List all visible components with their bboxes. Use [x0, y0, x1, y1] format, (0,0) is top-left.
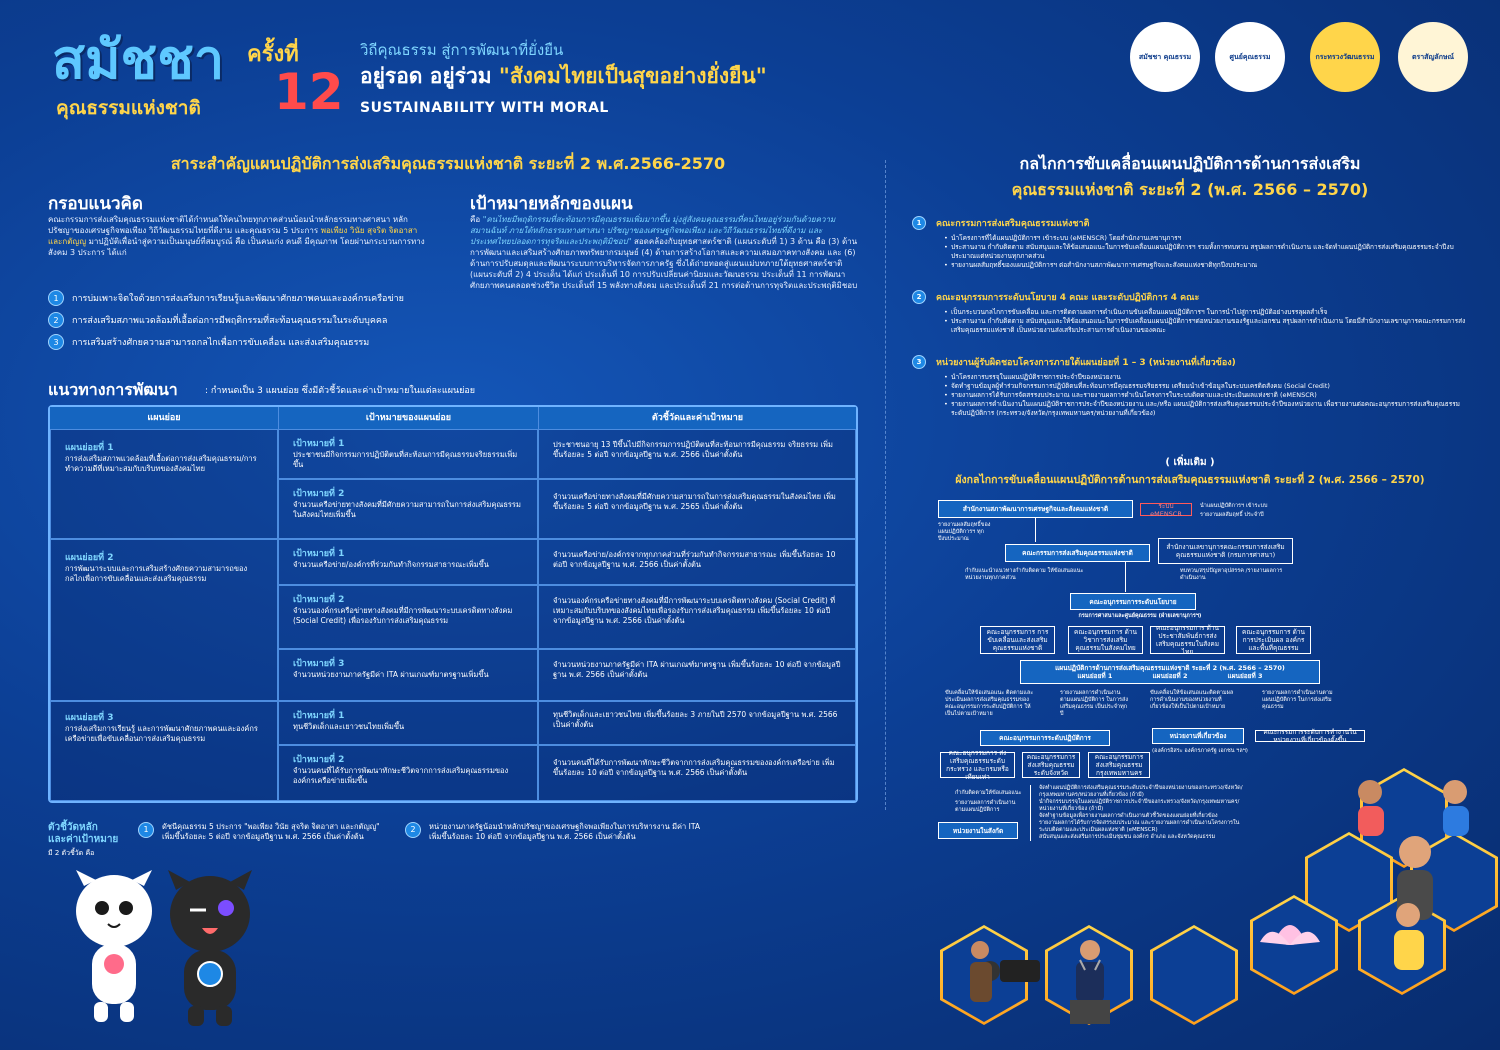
flow-secretariat: สำนักงานเลขานุการคณะกรรมการส่งเสริมคุณธรรมแห่งชาติ (กรมการศาสนา) [1158, 538, 1293, 564]
flow-subplan: แผนย่อยที่ 2 [1152, 672, 1188, 680]
flow-subcommittee: คณะอนุกรรมการ ด้านวิชาการส่งเสริมคุณธรรมในสังคมไทย [1068, 626, 1143, 654]
flow-arrow [1125, 562, 1126, 592]
flow-policy: คณะอนุกรรมการระดับนโยบาย [1070, 593, 1196, 610]
lotus-icon [1260, 925, 1320, 945]
slogan-line-2a: อยู่รอด อยู่ร่วม [360, 64, 499, 88]
subplan-text: การส่งเสริมสภาพแวดล้อมที่เอื้อต่อการส่งเสริมคุณธรรม/การทำความดีที่เหมาะสมกับบริบทของสังคมไทย [65, 454, 257, 473]
goal-text: จำนวนองค์กรเครือข่ายทางสังคมที่มีการพัฒนาระบบเครดิตทางสังคม (Social Credit) เพื่อรองรับการส่งเสริมคุณธรรม [293, 606, 513, 625]
section-bullet: • ประสานงาน กำกับติดตาม สนับสนุนและให้ข้อเสนอแนะในการขับเคลื่อนแผนปฏิบัติการฯ รวมทั้งการทบทวน สรุปผลการดำเนินงาน และจัดทำแผนปฏิบัติการส่งเสริมคุณธรรมระจำปีงบประมาณแต่หน่วยงานทุกภาคส่วน [944, 243, 1472, 261]
subplan-text: การส่งเสริมการเรียนรู้ และการพัฒนาศักยภาพคนและองค์กรเครือข่ายเพื่อขับเคลื่อนการส่งเสริมคุณธรรม [65, 724, 258, 743]
goal-text: จำนวนหน่วยงานภาครัฐมีค่า ITA ผ่านเกณฑ์มาตรฐานเพิ่มขึ้น [293, 670, 489, 679]
goal-cell [278, 701, 538, 745]
flow-final-item: สนับสนุนและส่งเสริมการประเมินชุมชน องค์กร อำเภอ และจังหวัดคุณธรรม [1039, 834, 1216, 840]
kpi-label [48, 822, 118, 846]
flow-op-sub: คณะอนุกรรมการ ส่งเสริมคุณธรรมระดับกระทรวง และกรมหรือเทียบเท่า [940, 752, 1015, 778]
flow-op-sub: คณะอนุกรรมการ ส่งเสริมคุณธรรม ระดับจังหวัด [1022, 752, 1080, 778]
item-number: 3 [48, 334, 64, 350]
goal-heading: เป้าหมายหลักของแผน [470, 194, 633, 214]
mechanism-section-1 [912, 216, 1472, 270]
flow-nesdc: สำนักงานสภาพัฒนาการเศรษฐกิจและสังคมแห่งชาติ [938, 500, 1133, 518]
flow-bottom-note: รายงานผลการดำเนินงานตามแผนปฏิบัติการ [955, 800, 1016, 813]
flow-arrow [1035, 518, 1036, 542]
kpi-cell [538, 479, 856, 539]
flow-op-sub: คณะอนุกรรมการ ส่งเสริมคุณธรรม กรุงเทพมหานคร [1088, 752, 1150, 778]
section-bullet: • นำโครงการที่ได้แผนปฏิบัติการฯ เข้าระบบ (eMENSCR) โดยสำนักงานเลขานุการฯ [944, 234, 1472, 243]
logo-main-text: สมัชชา [52, 28, 225, 91]
ministry-culture-logo: กระทรวงวัฒนธรรม [1310, 22, 1380, 92]
goal-title: เป้าหมายที่ 1 [293, 439, 345, 449]
mascot-illustration [62, 856, 262, 1036]
table-header-kpi: ตัวชี้วัดและค่าเป้าหมาย [538, 407, 856, 429]
section-heading: คณะกรรมการส่งเสริมคุณธรรมแห่งชาติ [936, 219, 1090, 229]
flow-agencies: หน่วยงานที่เกี่ยวข้อง [1152, 728, 1244, 744]
flow-ops-note: คณะกรรมการระดับการทำงานในหน่วยงานที่เกี่ยวข้องตั้งขึ้น [1255, 730, 1365, 742]
column-divider [885, 160, 886, 810]
goal-title: เป้าหมายที่ 3 [293, 659, 345, 669]
flow-mid-note: รายงานผลการดำเนินงานตามแผนปฏิบัติการ ในการส่งเสริมคุณธรรม [1262, 690, 1333, 710]
kpi-item [138, 822, 388, 842]
kpi-number: 1 [138, 822, 154, 838]
frame-item [48, 312, 443, 328]
item-text: การบ่มเพาะจิตใจด้วยการส่งเสริมการเรียนรู้และพัฒนาศักยภาพคนและองค์กรเครือข่าย [72, 294, 404, 304]
section-bullet: • รายงานผลการดำเนินงานในแผนปฏิบัติราชการประจำปีของหน่วยงาน และ/หรือ แผนปฏิบัติการส่งเสริมคุณธรรมประจำปีของหน่วยงาน เพื่อรายงานต่อคณะอนุกรรมการส่งเสริมคุณธรรมระดับปฏิบัติการ (กระทรวง/จังหวัด/กรุงเทพมหานคร/หน่วยงานที่เกี่ยวข้อง) [944, 400, 1472, 418]
subplan-title: แผนย่อยที่ 2 [65, 553, 114, 563]
slogan-english: SUSTAINABILITY WITH MORAL [360, 100, 609, 116]
logo-sub-text: คุณธรรมแห่งชาติ [56, 97, 201, 119]
goal-title: เป้าหมายที่ 2 [293, 755, 345, 765]
flow-subplan: แผนย่อยที่ 3 [1227, 672, 1263, 680]
kpi-text: จำนวนองค์กรเครือข่ายทางสังคมที่มีการพัฒนาระบบเครดิตทางสังคม (Social Credit) ที่เหมาะสมกับบริบทของสังคมไทยเพื่อรองรับการส่งเสริมคุณธรรม เพิ่มขึ้นร้อยละ 10 ต่อปี จากข้อมูลปีฐาน พ.ศ. 2566 เป็นค่าตั้งต้น [553, 596, 836, 625]
goal-rest: สอดคล้องกับยุทธศาสตร์ชาติ (แผนระดับที่ 1) 3 ด้าน คือ (3) ด้านการพัฒนาและเสริมสร้างศักยภาพทรัพยากรมนุษย์ (4) ด้านการสร้างโอกาสและความเสมอภาคทางสังคม และ (6) ด้านการปรับสมดุลและพัฒนาระบบการบริหารจัดการภาครัฐ ซึ่งได้ถ่ายทอดสู่แผนแม่บทภายใต้ยุทธศาสตร์ชาติ (แผนระดับที่ 2) 4 ประเด็น ได้แก่ ประเด็นที่ 10 การปรับเปลี่ยนค่านิยมและวัฒนธรรม ประเด็นที่ 11 การพัฒนาศักยภาพคนตลอดช่วงชีวิต ประเด็นที่ 15 พลังทางสังคม และประเด็นที่ 21 การต่อต้านการทุจริตและประพฤติมิชอบ [470, 237, 858, 290]
development-heading: แนวทางการพัฒนา [48, 380, 178, 399]
slogan-line-2b: "สังคมไทยเป็นสุขอย่างยั่งยืน" [498, 64, 767, 88]
camera-speaker-illustration [950, 930, 1250, 1040]
flow-plan-title: แผนปฏิบัติการด้านการส่งเสริมคุณธรรมแห่งชาติ ระยะที่ 2 (พ.ศ. 2566 – 2570) [1055, 664, 1285, 672]
frame-heading: กรอบแนวคิด [48, 194, 143, 214]
section-heading: คณะอนุกรรมการระดับนโยบาย 4 คณะ และระดับปฏิบัติการ 4 คณะ [936, 293, 1200, 303]
goal-text: จำนวนเครือข่าย/องค์กรที่ร่วมกันทำกิจกรรมสาธารณะเพิ่มขึ้น [293, 560, 489, 569]
table-header-subplan: แผนย่อย [50, 407, 278, 429]
item-number: 2 [48, 312, 64, 328]
flow-report-note: รายงานผลสัมฤทธิ์ของแผนปฏิบัติการฯ ทุกปีงบประมาณ [938, 522, 991, 542]
flow-policy-sub: กรมการศาสนาและศูนย์คุณธรรม (ฝ่ายเลขานุการฯ) [1078, 613, 1202, 619]
frame-body-a: คณะกรรมการส่งเสริมคุณธรรมแห่งชาติได้กำหนดให้คนไทยทุกภาคส่วนน้อมนำหลักธรรมทางศาสนา หลักปรัชญาของเศรษฐกิจพอเพียง วิถีวัฒนธรรมไทยที่ดีงาม และคุณธรรม 5 ประการ [48, 215, 408, 235]
kpi-text: ทุนชีวิตเด็กและเยาวชนไทย เพิ่มขึ้นร้อยละ 3 ภายในปี 2570 จากข้อมูลปีฐาน พ.ศ. 2566 เป็นค่าตั้งต้น [553, 710, 838, 729]
slogan-line-1: วิถีคุณธรรม สู่การพัฒนาที่ยั่งยืน [360, 41, 564, 59]
flow-mid-note: ขับเคลื่อนให้ข้อเสนอแนะติดตามผลการดำเนินงานของหน่วยงานที่เกี่ยวข้องให้เป็นไปตามเป้าหมาย [1150, 690, 1234, 710]
black-mascot [168, 870, 252, 1026]
camera-icon [970, 941, 1040, 1002]
goal-lead: คือ [470, 215, 483, 224]
section-bullet: • นำโครงการบรรจุในแผนปฏิบัติราชการประจำปีของหน่วยงาน [944, 373, 1472, 382]
left-title: สาระสำคัญแผนปฏิบัติการส่งเสริมคุณธรรมแห่งชาติ ระยะที่ 2 พ.ศ.2566-2570 [170, 154, 726, 173]
assembly-logo [52, 30, 342, 130]
flow-final-item: จัดทำแผนปฏิบัติการส่งเสริมคุณธรรมระดับประจำปีของหน่วยงานของกระทรวง/จังหวัด/กรุงเทพมหานคร/หน่วยงานที่เกี่ยวข้อง (ถ้ามี) [1039, 785, 1243, 798]
kpi-number: 2 [405, 822, 421, 838]
subplan-title: แผนย่อยที่ 1 [65, 443, 114, 453]
flow-subplans [1077, 672, 1262, 680]
flow-plan-box [1020, 660, 1320, 684]
section-number: 2 [912, 290, 926, 304]
kpi-cell [538, 745, 856, 801]
subplan-text: การพัฒนาระบบและการเสริมสร้างศักยความสามารถของกลไกเพื่อการขับเคลื่อนและส่งเสริมคุณธรรม [65, 564, 248, 583]
logo-krang-text: ครั้งที่ [247, 42, 299, 67]
kpi-text: จำนวนหน่วยงานภาครัฐมีค่า ITA ผ่านเกณฑ์มาตรฐาน เพิ่มขึ้นร้อยละ 10 ต่อปี จากข้อมูลปีฐาน พ.ศ. 2566 เป็นค่าตั้งต้น [553, 660, 841, 679]
plan-table [48, 405, 858, 803]
right-title-line-1: กลไกการขับเคลื่อนแผนปฏิบัติการด้านการส่งเสริม [1019, 154, 1361, 173]
flow-final-item: นำกิจกรรมบรรจุในแผนปฏิบัติราชการประจำปีของกระทรวง/จังหวัด/กรุงเทพมหานคร/หน่วยงานที่เกี่ยวข้อง (ถ้ามี) [1039, 799, 1240, 812]
kpi-cell [538, 649, 856, 701]
flow-final-item: รายงานผลการได้รับการจัดสรรงบประมาณ และรายงานผลการดำเนินงานโครงการในระบบติดตามและประเมินผลแห่งชาติ (eMENSCR) [1039, 820, 1240, 833]
section-bullet: • เป็นกระบวนกลไกการขับเคลื่อน และการติดตามผลการดำเนินงานขับเคลื่อนแผนปฏิบัติการฯ ในการนำไปสู่การปฏิบัติอย่างบรรลุผลสำเร็จ [944, 308, 1472, 317]
item-number: 1 [48, 290, 64, 306]
goal-text: จำนวนเครือข่ายทางสังคมที่มีศักยความสามารถในการส่งเสริมคุณธรรมในสังคมไทยเพิ่มขึ้น [293, 500, 521, 519]
frame-body-virtues: พอเพียง วินัย สุจริต จิตอาสา และกตัญญู [48, 226, 418, 246]
subplan-cell-2 [50, 539, 278, 701]
logo-number: 12 [274, 63, 344, 121]
flow-subcommittee: คณะอนุกรรมการ ด้านประชาสัมพันธ์การส่งเสริมคุณธรรมในสังคมไทย [1150, 626, 1225, 654]
flow-subplan: แผนย่อยที่ 1 [1077, 672, 1113, 680]
goal-title: เป้าหมายที่ 2 [293, 489, 345, 499]
goal-cell [278, 745, 538, 801]
item-text: การส่งเสริมสภาพแวดล้อมที่เอื้อต่อการมีพฤติกรรมที่สะท้อนคุณธรรมในระดับบุคคล [72, 316, 388, 326]
moral-assembly-logo: สมัชชา คุณธรรม [1130, 22, 1200, 92]
subplan-title: แผนย่อยที่ 3 [65, 713, 114, 723]
flow-local: หน่วยงานในสังกัด [938, 822, 1018, 839]
moral-center-logo: ศูนย์คุณธรรม [1215, 22, 1285, 92]
kpi-cell [538, 429, 856, 479]
frame-body-c: มาปฏิบัติเพื่อนำสู่ความเป็นมนุษย์ที่สมบูรณ์ คือ เป็นคนเก่ง คนดี มีคุณภาพ โดยผ่านกระบวนการทางสังคม 3 ประการ ได้แก่ [48, 237, 425, 257]
flow-mid-note: รายงานผลการดำเนินงานตามแผนปฏิบัติการ ในการส่งเสริมคุณธรรม เป็นประจำทุกปี [1060, 690, 1129, 717]
kpi-text: จำนวนเครือข่ายทางสังคมที่มีศักยความสามารถในการส่งเสริมคุณธรรมในสังคมไทย เพิ่มขึ้นร้อยละ 5 ต่อปี จากข้อมูลปีฐาน พ.ศ. 2565 เป็นค่าตั้งต้น [553, 492, 836, 511]
flow-mid-note: ขับเคลื่อนให้ข้อเสนอแนะ ติดตามและประเมินผลการส่งเสริมคุณธรรมของคณะอนุกรรมการระดับปฏิบัติการ ให้เป็นไปตามเป้าหมาย [945, 690, 1034, 717]
goal-text: ประชาชนมีกิจกรรมการปฏิบัติตนที่สะท้อนการมีคุณธรรมจริยธรรมเพิ่มขึ้น [293, 450, 518, 469]
mechanism-section-3 [912, 355, 1472, 418]
kpi-sub: มี 2 ตัวชี้วัด คือ [48, 849, 95, 857]
goal-cell [278, 585, 538, 649]
kpi-item-text: หน่วยงานภาครัฐน้อมนำหลักปรัชญาของเศรษฐกิจพอเพียงในการบริหารงาน มีค่า ITA เพิ่มขึ้นร้อยละ 10 ต่อปี จากข้อมูลปีฐาน พ.ศ. 2566 เป็นค่าตั้งต้น [429, 822, 700, 841]
right-title-line-2: คุณธรรมแห่งชาติ ระยะที่ 2 (พ.ศ. 2566 – 2570) [1011, 180, 1369, 199]
flow-committee: คณะกรรมการส่งเสริมคุณธรรมแห่งชาติ [1005, 544, 1150, 562]
flow-operational: คณะอนุกรรมการระดับปฏิบัติการ [980, 730, 1110, 746]
goal-title: เป้าหมายที่ 1 [293, 549, 345, 559]
goal-title: เป้าหมายที่ 1 [293, 711, 345, 721]
goal-body [470, 214, 860, 291]
section-bullet: • รายงานผลสัมฤทธิ์ของแผนปฏิบัติการฯ ต่อสำนักงานสภาพัฒนาการเศรษฐกิจและสังคมแห่งชาติทุกปีงบประมาณ [944, 261, 1472, 270]
section-number: 1 [912, 216, 926, 230]
flowchart-title: ผังกลไกการขับเคลื่อนแผนปฏิบัติการด้านการส่งเสริมคุณธรรมแห่งชาติ ระยะที่ 2 (พ.ศ. 2566 – 2570) [955, 474, 1425, 486]
section-number: 3 [912, 355, 926, 369]
goal-cell [278, 539, 538, 585]
kpi-label-1: ตัวชี้วัดหลัก [48, 822, 98, 833]
goal-cell [278, 479, 538, 539]
kpi-cell [538, 701, 856, 745]
goal-text: ทุนชีวิตเด็กและเยาวชนไทยเพิ่มขึ้น [293, 722, 405, 731]
section-bullet: • รายงานผลการได้รับการจัดสรรงบประมาณ และรายงานผลการดำเนินโครงการในระบบติดตามและประเมินผลแห่งชาติ (eMENSCR) [944, 391, 1472, 400]
kpi-text: จำนวนคนที่ได้รับการพัฒนาทักษะชีวิตจากการส่งเสริมคุณธรรมขององค์กรเครือข่าย เพิ่มขึ้นร้อยละ 10 ต่อปี จากข้อมูลปีฐาน พ.ศ. 2566 เป็นค่าตั้งต้น [553, 758, 835, 777]
goal-title: เป้าหมายที่ 2 [293, 595, 345, 605]
goal-quote: "คนไทยมีพฤติกรรมที่สะท้อนการมีคุณธรรมเพิ่มมากขึ้น มุ่งสู่สังคมคุณธรรมที่คนไทยอยู่ร่วมกันด้วยความสมานฉันท์ ภายใต้หลักธรรมทางศาสนา ปรัชญาของเศรษฐกิจพอเพียง และวิถีวัฒนธรรมไทยที่ดีงาม และประเทศไทยปลอดการทุจริตและประพฤติมิชอบ" [470, 215, 836, 246]
flow-subcommittee: คณะอนุกรรมการ การขับเคลื่อนและส่งเสริมคุณธรรมแห่งชาติ [980, 626, 1055, 654]
flow-supervise-note: กำกับแนะนำแนวทางกำกับติดตาม ให้ข้อเสนอแนะหน่วยงานทุกภาคส่วน [965, 568, 1084, 581]
section-heading: หน่วยงานผู้รับผิดชอบโครงการภายใต้แผนย่อยที่ 1 – 3 (หน่วยงานที่เกี่ยวข้อง) [936, 358, 1236, 368]
frame-body [48, 214, 433, 258]
flow-bottom-note: กำกับติดตามให้ข้อเสนอแนะ [955, 790, 1022, 796]
white-mascot [76, 870, 152, 1022]
section-bullet: • ประสานงาน กำกับติดตาม สนับสนุนและให้ข้อเสนอแนะในการขับเคลื่อนแผนปฏิบัติการฯต่อหน่วยงานของรัฐและเอกชน สรุปผลการดำเนินงาน โดยมีสำนักงานเลขานุการคณะกรรมการส่งเสริมคุณธรรมแห่งชาติ เป็นหน่วยงานส่งเสริมประสานการดำเนินงานของคณะ [944, 317, 1472, 335]
flow-subcommittee: คณะอนุกรรมการ ด้านการประเมินผล องค์กรและพื้นที่คุณธรรม [1236, 626, 1311, 654]
frame-item [48, 290, 443, 306]
subplan-cell-1 [50, 429, 278, 539]
table-header-goal: เป้าหมายของแผนย่อย [278, 407, 538, 429]
goal-text: จำนวนคนที่ได้รับการพัฒนาทักษะชีวิตจากการส่งเสริมคุณธรรมขององค์กรเครือข่ายเพิ่มขึ้น [293, 766, 509, 785]
person-illustration [1358, 780, 1469, 970]
kpi-text: ประชาชนอายุ 13 ปีขึ้นไปมีกิจกรรมการปฏิบัติตนที่สะท้อนการมีคุณธรรม จริยธรรม เพิ่มขึ้นร้อยละ 5 ต่อปี จากข้อมูลปีฐาน พ.ศ. 2566 เป็นค่าตั้งต้น [553, 440, 833, 459]
subplan-cell-3 [50, 701, 278, 801]
flow-emenscr-note-2: รายงานผลสัมฤทธิ์ ประจำปี [1200, 512, 1264, 518]
more-heading: ( เพิ่มเติม ) [1165, 457, 1215, 468]
emblem-logo: ตราสัญลักษณ์ [1398, 22, 1468, 92]
kpi-item-text: ดัชนีคุณธรรม 5 ประการ "พอเพียง วินัย สุจริต จิตอาสา และกตัญญู" เพิ่มขึ้นร้อยละ 5 ต่อปี จากข้อมูลปีฐาน พ.ศ. 2566 เป็นค่าตั้งต้น [162, 822, 380, 841]
flow-emenscr-note-1: นำแผนปฏิบัติการฯ เข้าระบบ [1200, 503, 1268, 509]
speaker-icon [1070, 940, 1110, 1024]
slogan-line-2 [360, 60, 767, 93]
kpi-text: จำนวนเครือข่าย/องค์กรจากทุกภาคส่วนที่ร่วมกันทำกิจกรรมสาธารณะ เพิ่มขึ้นร้อยละ 10 ต่อปี จากข้อมูลปีฐาน พ.ศ. 2566 เป็นค่าตั้งต้น [553, 550, 836, 569]
mechanism-section-2 [912, 290, 1472, 335]
flow-final-item: จัดทำฐานข้อมูลเพื่อรายงานผลการดำเนินงานตัวชี้วัดของแผนย่อยที่เกี่ยวข้อง [1039, 813, 1218, 819]
flow-review-note: ทบทวน/สรุปปัญหาอุปสรรค /รายงานผลการดำเนินงาน [1180, 568, 1283, 581]
kpi-cell [538, 539, 856, 585]
goal-cell [278, 649, 538, 701]
flow-emenscr: ระบบ eMENSCR [1140, 503, 1192, 516]
frame-item [48, 334, 443, 350]
kpi-label-2: และค่าเป้าหมาย [48, 834, 119, 845]
development-note: : กำหนดเป็น 3 แผนย่อย ซึ่งมีตัวชี้วัดและค่าเป้าหมายในแต่ละแผนย่อย [205, 386, 476, 396]
section-bullet: • จัดทำฐานข้อมูลผู้ทำร่วมกิจกรรมการปฏิบัติตนที่สะท้อนการมีคุณธรรมจริยธรรม เตรียมนำเข้าข้อมูลในระบบเครดิตสังคม (Social Credit) [944, 382, 1472, 391]
kpi-item [405, 822, 705, 842]
flow-agencies-note: (องค์กรอิสระ องค์กรภาครัฐ เอกชน ฯลฯ) [1152, 748, 1248, 754]
goal-cell [278, 429, 538, 479]
kpi-cell [538, 585, 856, 649]
item-text: การเสริมสร้างศักยความสามารถกลไกเพื่อการขับเคลื่อน และส่งเสริมคุณธรรม [72, 338, 370, 348]
